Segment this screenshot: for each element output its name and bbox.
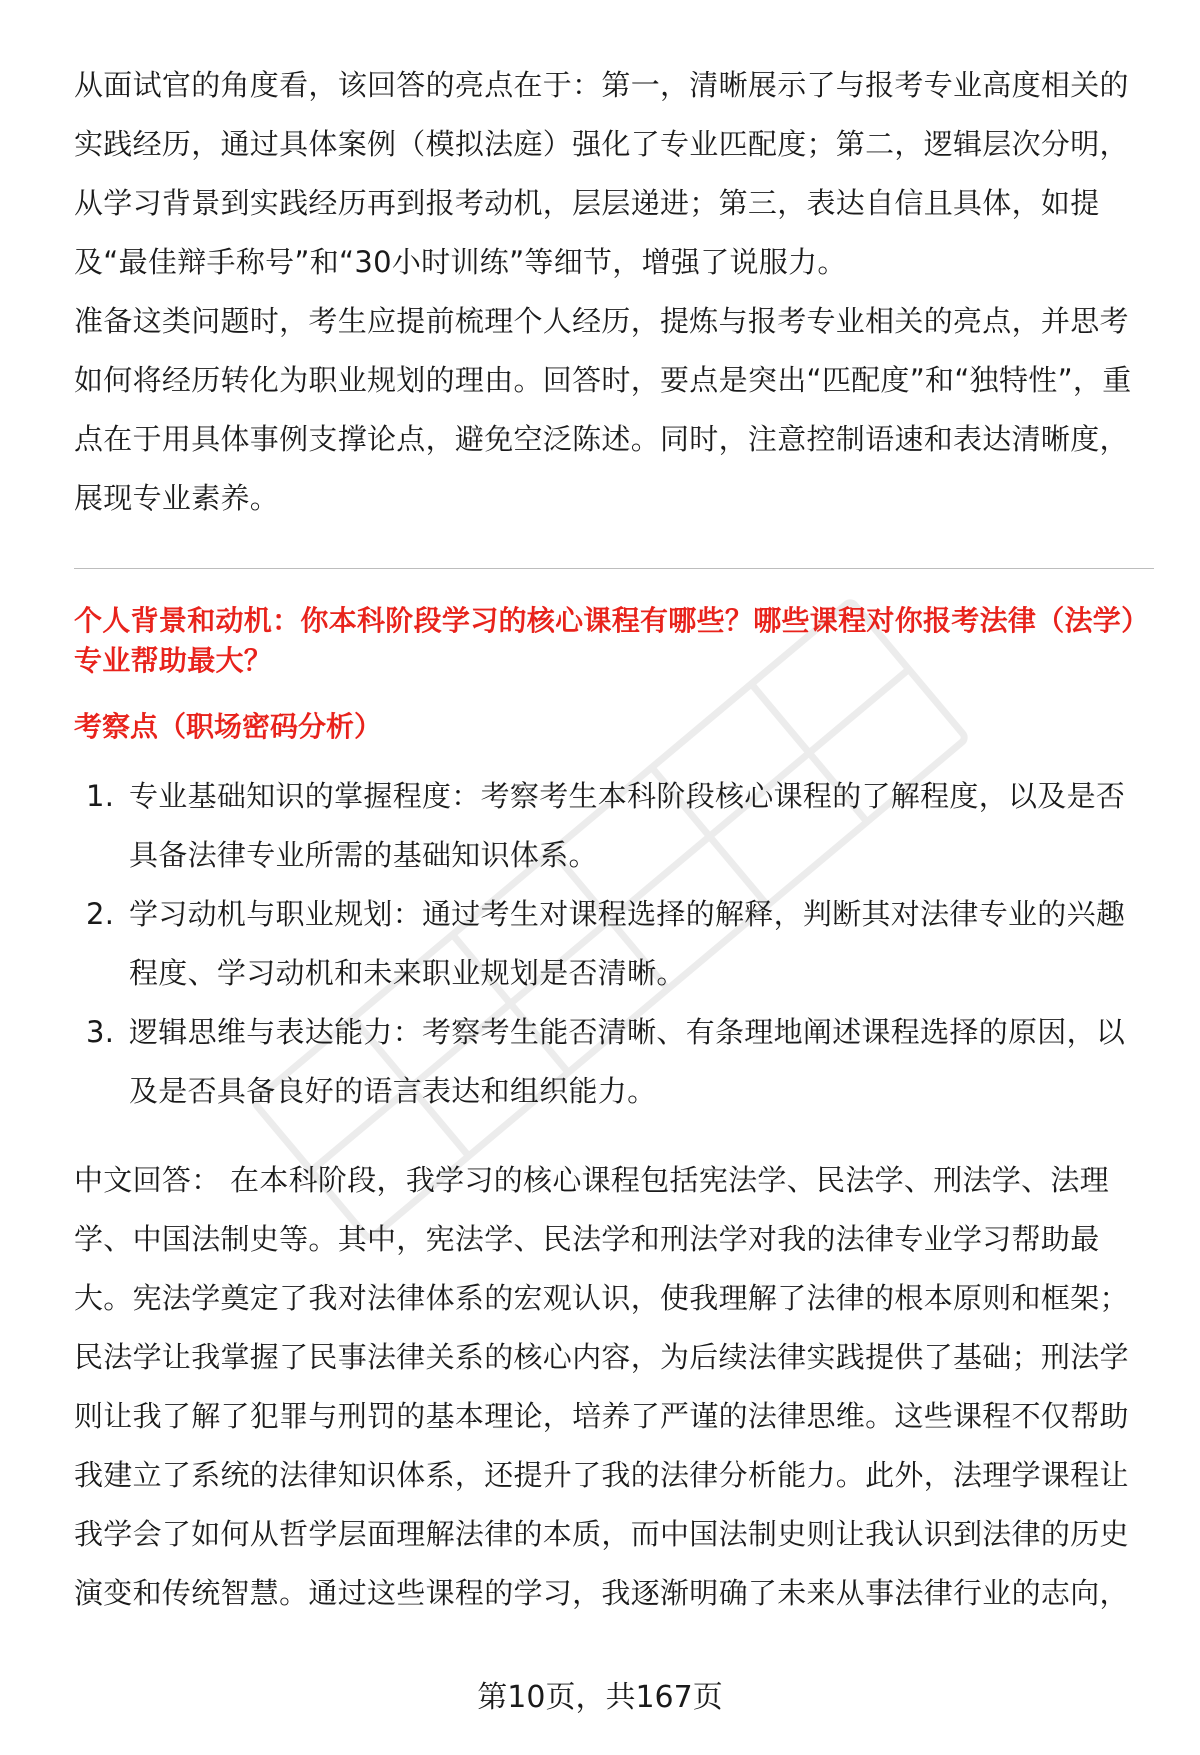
- list-item-number: 3.: [86, 1015, 115, 1049]
- list-item-text: 逻辑思维与表达能力：考察考生能否清晰、有条理地阐述课程选择的原因，以及是否具备良好的语言表达和组织能力。: [129, 1015, 1126, 1108]
- content-area: [74, 56, 1154, 1623]
- list-item: [74, 885, 1154, 1003]
- paragraph-preparation-tips: 准备这类问题时，考生应提前梳理个人经历，提炼与报考专业相关的亮点，并思考如何将经历转化为职业规划的理由。回答时，要点是突出“匹配度”和“独特性”，重点在于用具体事例支撑论点，避免空泛陈述。同时，注意控制语速和表达清晰度，展现专业素养。: [74, 304, 1132, 515]
- question-heading: 个人背景和动机：你本科阶段学习的核心课程有哪些？哪些课程对你报考法律（法学）专业帮助最大？: [74, 604, 1150, 677]
- list-item-number: 2.: [86, 897, 115, 931]
- paragraph-interviewer-view: 从面试官的角度看，该回答的亮点在于：第一，清晰展示了与报考专业高度相关的实践经历，通过具体案例（模拟法庭）强化了专业匹配度；第二，逻辑层次分明，从学习背景到实践经历再到报考动机，层层递进；第三，表达自信且具体，如提及“最佳辩手称号”和“30小时训练”等细节，增强了说服力。: [74, 68, 1129, 279]
- list-item: [74, 1003, 1154, 1121]
- assessment-points-list: [74, 767, 1154, 1121]
- list-item-number: 1.: [86, 779, 115, 813]
- page-footer: 第10页，共167页: [477, 1680, 723, 1715]
- list-item-text: 专业基础知识的掌握程度：考察考生本科阶段核心课程的了解程度，以及是否具备法律专业所需的基础知识体系。: [129, 779, 1126, 872]
- list-item: [74, 767, 1154, 885]
- answer-paragraph: 中文回答： 在本科阶段，我学习的核心课程包括宪法学、民法学、刑法学、法理学、中国法制史等。其中，宪法学、民法学和刑法学对我的法律专业学习帮助最大。宪法学奠定了我对法律体系的宏观认识，使我理解了法律的根本原则和框架；民法学让我掌握了民事法律关系的核心内容，为后续法律实践提供了基础；刑法学则让我了解了犯罪与刑罚的基本理论，培养了严谨的法律思维。这些课程不仅帮助我建立了系统的法律知识体系，还提升了我的法律分析能力。此外，法理学课程让我学会了如何从哲学层面理解法律的本质，而中国法制史则让我认识到法律的历史演变和传统智慧。通过这些课程的学习，我逐渐明确了未来从事法律行业的志向，: [74, 1163, 1129, 1610]
- list-item-text: 学习动机与职业规划：通过考生对课程选择的解释，判断其对法律专业的兴趣程度、学习动机和未来职业规划是否清晰。: [129, 897, 1126, 990]
- assessment-subheading: 考察点（职场密码分析）: [74, 710, 383, 743]
- section-divider: [74, 568, 1154, 569]
